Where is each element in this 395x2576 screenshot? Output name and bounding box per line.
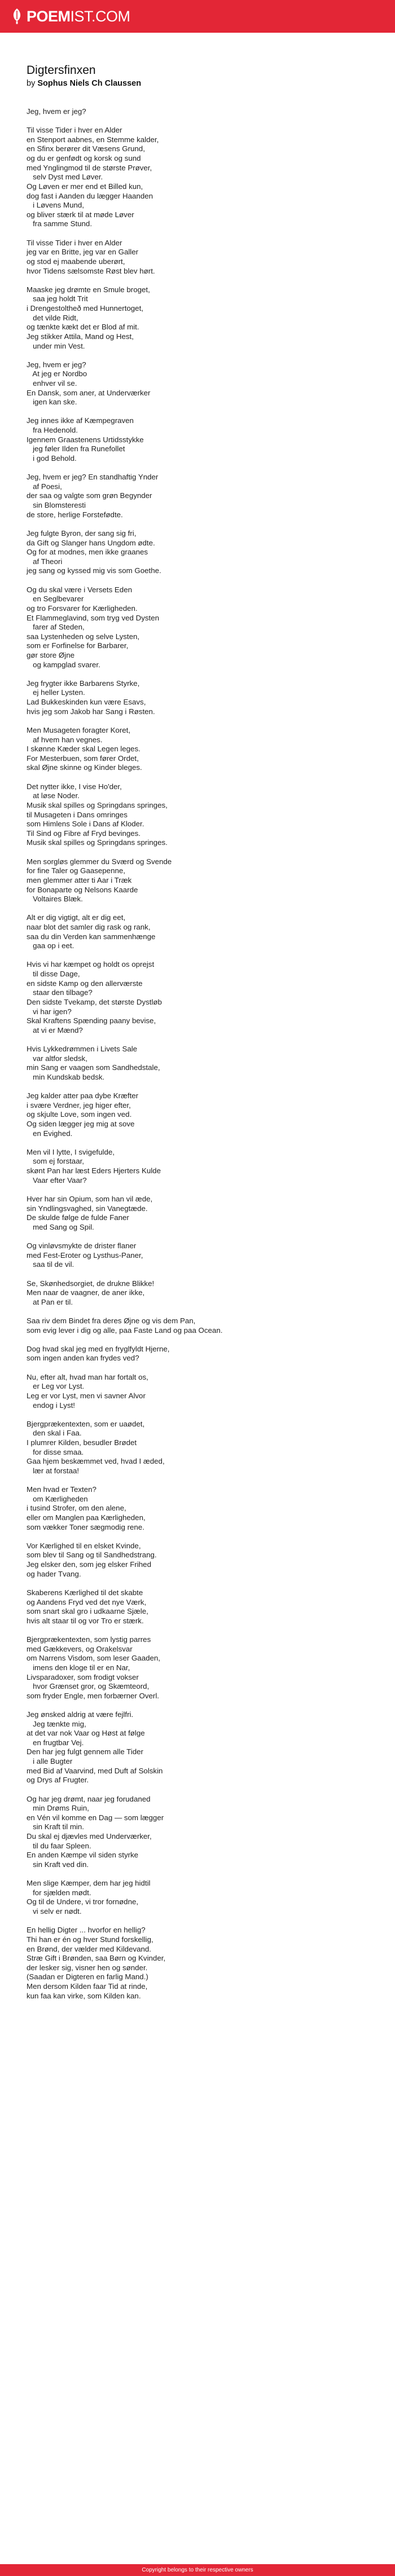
poem-line: saa Lystenheden og selve Lysten,	[27, 632, 140, 641]
poem-line: gaa op i eet.	[27, 941, 74, 950]
poem-line: Livsparadoxer, som frodigt vokser	[27, 1672, 139, 1681]
poem-line: som er Forfinelse for Barbarer,	[27, 641, 129, 650]
poem-line: der lesker sig, visner hen og sønder.	[27, 1963, 148, 1972]
poem-line: Skal Kraftens Spænding paany bevise,	[27, 1016, 156, 1025]
copyright-notice: Copyright belongs to their respective owners	[142, 2567, 253, 2573]
poem-line: For Mesterbuen, som fører Ordet,	[27, 754, 139, 763]
poem-line: som ingen anden kan frydes ved?	[27, 1354, 139, 1363]
poem-line: jeg sang og kyssed mig vis som Goethe.	[27, 566, 161, 575]
poem-line: om Kærligheden	[27, 1494, 88, 1503]
poem-line: i tusind Strofer, om den alene,	[27, 1504, 126, 1513]
poem-line: i god Behold.	[27, 453, 77, 463]
poem-line: til disse Dage,	[27, 970, 80, 979]
poem-line: en Vén vil komme en Dag — som lægger	[27, 1813, 164, 1822]
poem-line: som ej forstaar,	[27, 1157, 84, 1166]
poem-line: hvis alt staar til og vor Tro er stærk.	[27, 1616, 144, 1625]
poem-stanza	[27, 239, 368, 276]
poem-line: under min Vest.	[27, 341, 85, 350]
poem-stanza	[27, 1045, 368, 1082]
poem-line: saa til de vil.	[27, 1260, 74, 1269]
poem-line: Du skal ej djævles med Underværker,	[27, 1832, 152, 1841]
poem-stanza	[27, 360, 368, 407]
poem-line: skønt Pan har læst Eders Hjerters Kulde	[27, 1166, 161, 1175]
site-logo[interactable]	[11, 8, 130, 25]
poem-line: En anden Kæmpe vil siden styrke	[27, 1851, 139, 1860]
poem-line: af Poesi,	[27, 482, 62, 491]
poem-line: Jeg stikker Attila, Mand og Hest,	[27, 332, 134, 341]
poem-line: igen kan ske.	[27, 398, 77, 407]
poem-line: men glemmer atter ti Aar i Træk	[27, 875, 132, 884]
poem-stanza	[27, 1373, 368, 1411]
poem-line: Voltaires Blæk.	[27, 895, 83, 904]
poem-line: eller om Manglen paa Kærligheden,	[27, 1513, 146, 1522]
poem-line: Den sidste Tvekamp, det største Dystløb	[27, 997, 162, 1006]
poem-line: enhver vil se.	[27, 379, 77, 387]
poem-line: Jeg frygter ikke Barbarens Styrke,	[27, 679, 140, 688]
poem-stanza	[27, 529, 368, 576]
poem-line: for fine Taler og Gaasepenne,	[27, 866, 125, 875]
poem-stanza	[27, 1345, 368, 1363]
poem-line: og tro Forsvarer for Kærligheden.	[27, 604, 138, 613]
poem-stanza	[27, 1588, 368, 1626]
poem-line: og bliver stærk til at møde Løver	[27, 210, 134, 219]
poem-stanza	[27, 1195, 368, 1232]
poem-line: I plumrer Kilden, besudler Brødet	[27, 1438, 137, 1447]
poem-line: fra samme Stund.	[27, 219, 93, 228]
poem-stanza	[27, 126, 368, 229]
poem-body	[27, 107, 368, 2001]
poem-line: staar den tilbage?	[27, 988, 93, 997]
poem-stanza	[27, 857, 368, 904]
poem-line: Til Sind og Fibre af Fryd bevinges.	[27, 829, 141, 838]
poem-stanza	[27, 285, 368, 351]
poem-stanza	[27, 782, 368, 848]
poem-line: sin Blomsteresti	[27, 501, 86, 510]
poem-line: Vor Kærlighed til en elsket Kvinde,	[27, 1541, 141, 1550]
poem-line: vi selv er nødt.	[27, 1907, 82, 1916]
poem-byline	[27, 79, 368, 88]
poem-line: til du faar Spleen.	[27, 1841, 91, 1850]
poem-stanza	[27, 107, 368, 117]
poem-stanza	[27, 726, 368, 773]
poem-stanza	[27, 679, 368, 717]
poem-line: som blev til Sang og til Sandhedstrang.	[27, 1551, 157, 1560]
poem-line: Jeg tænkte mig,	[27, 1719, 86, 1728]
poem-line: Nu, efter alt, hvad man har fortalt os,	[27, 1372, 148, 1381]
poem-stanza	[27, 1148, 368, 1186]
poem-line: Men dersom Kilden faar Tid at rinde,	[27, 1982, 148, 1991]
poem-stanza	[27, 1542, 368, 1579]
poem-line: Igennem Graastenens Urtidsstykke	[27, 435, 144, 444]
poem-line: lær at forstaa!	[27, 1466, 80, 1475]
poem-line: saa du din Verden kan sammenhænge	[27, 932, 156, 941]
poem-line: Jeg elsker den, som jeg elsker Frihed	[27, 1560, 151, 1569]
poem-line: naar blot det samler dig rask og rank,	[27, 922, 151, 931]
poem-line: Lad Bukkeskinden kun være Esavs,	[27, 698, 146, 707]
poem-stanza	[27, 1279, 368, 1307]
poem-line: som snart skal gro i udkaarne Sjæle,	[27, 1607, 148, 1616]
poem-line: I skønne Kæder skal Legen leges.	[27, 745, 141, 754]
poem-line: hvor Grænset gror, og Skæmteord,	[27, 1682, 150, 1691]
poem-line: Et Flammeglavind, som tryg ved Dysten	[27, 613, 159, 622]
poem-line: og kampglad svarer.	[27, 660, 100, 669]
poem-line: At jeg er Nordbo	[27, 369, 87, 378]
poem-line: kun faa kan virke, som Kilden kan.	[27, 1991, 141, 2000]
poem-line: og Drys af Frugter.	[27, 1776, 89, 1785]
poem-line: en sidste Kamp og den allerværste	[27, 979, 143, 988]
poem-line: om Narrens Visdom, som leser Gaaden,	[27, 1654, 160, 1663]
poem-line: Musik skal spilles og Springdans springes,	[27, 800, 168, 809]
poem-stanza	[27, 1091, 368, 1138]
poem-line: med Fest-Eroter og Lysthus-Paner,	[27, 1250, 143, 1260]
poem-line: skal Øjne skinne og Kinder bleges.	[27, 763, 142, 772]
poem-line: Det nytter ikke, I vise Ho'der,	[27, 782, 122, 791]
poem-line: Jeg, hvem er jeg?	[27, 107, 86, 116]
poem-line: i alle Bugter	[27, 1757, 73, 1766]
poem-line: med Gækkevers, og Orakelsvar	[27, 1644, 133, 1653]
poem-line: En hellig Digter ... hvorfor en hellig?	[27, 1926, 146, 1935]
poem-line: sin Yndlingsvaghed, sin Vanegtæde.	[27, 1204, 148, 1213]
poem-line: Alt er dig vigtigt, alt er dig eet,	[27, 913, 126, 922]
poem-line: Jeg kalder atter paa dybe Kræfter	[27, 1091, 139, 1100]
poem-line: for disse smaa.	[27, 1447, 84, 1456]
poem-line: Til visse Tider i hver en Alder	[27, 238, 122, 247]
poem-line: af Theori	[27, 557, 63, 566]
poem-line: Hver har sin Opium, som han vil æde,	[27, 1194, 153, 1203]
poem-line: saa jeg holdt Trit	[27, 294, 88, 303]
poem-line: i svære Verdner, jeg higer efter,	[27, 1100, 131, 1109]
poem-line: for sjælden mødt.	[27, 1888, 91, 1897]
poem-stanza	[27, 1879, 368, 1917]
poem-line: med Ynglingmod til de største Prøver,	[27, 163, 152, 172]
poem-line: og stod ej maabende uberørt,	[27, 257, 125, 266]
poem-line: en Seglbevarer	[27, 595, 84, 604]
poem-line: sin Kraft ved din.	[27, 1860, 89, 1869]
poem-line: som vækker Toner sægmodig rene.	[27, 1522, 144, 1531]
poem-line: med Sang og Spil.	[27, 1222, 94, 1231]
poem-line: Jeg fulgte Byron, der sang sig fri,	[27, 529, 137, 538]
poem-line: er Leg vor Lyst.	[27, 1382, 85, 1391]
poem-line: Saa riv dem Bindet fra deres Øjne og vis dem Pan,	[27, 1316, 196, 1325]
poem-line: Bjergprækentexten, som lystig parres	[27, 1635, 151, 1644]
poem-line: Men slige Kæmper, dem har jeg hidtil	[27, 1879, 151, 1888]
poem-line: som evig lever i dig og alle, paa Faste Land og paa Ocean.	[27, 1326, 223, 1335]
poem-line: var altfor sledsk,	[27, 1054, 87, 1063]
poem-line: den skal i Faa.	[27, 1429, 82, 1438]
poem-line: af hvem han vegnes.	[27, 735, 103, 744]
poem-stanza	[27, 1926, 368, 2001]
poem-line: at det var nok Vaar og Høst at følge	[27, 1729, 145, 1738]
poem-line: fra Hedenold.	[27, 426, 78, 435]
poem-line: Og Løven er mer end et Billed kun,	[27, 182, 143, 191]
poem-line: Men hvad er Texten?	[27, 1485, 96, 1494]
poem-line: og Aandens Fryd ved det nye Værk,	[27, 1597, 147, 1606]
poem-line: Og til de Undere, vi tror fornødne,	[27, 1897, 139, 1906]
poem-line: farer af Steden,	[27, 623, 85, 632]
poem-line: jeg føler Ilden fra Runefollet	[27, 444, 125, 453]
poem-line: Hvis vi har kæmpet og holdt os oprejst	[27, 960, 155, 969]
poem-line: en Evighed.	[27, 1129, 73, 1138]
poem-line: sin Kraft til min.	[27, 1822, 84, 1831]
poem-line: (Saadan er Digteren en farlig Mand.)	[27, 1972, 148, 1981]
poem-line: i Løvens Mund,	[27, 201, 84, 210]
poem-stanza	[27, 1241, 368, 1270]
poem-line: Leg er vor Lyst, men vi savner Alvor	[27, 1391, 146, 1400]
poem-line: Og for at modnes, men ikke graanes	[27, 548, 148, 557]
poem-line: En Dansk, som aner, at Underværker	[27, 388, 151, 397]
poem-line: og du er genfødt og korsk og sund	[27, 154, 141, 163]
poem-line: der saa og valgte som grøn Begynder	[27, 491, 152, 500]
poem-line: som Himlens Sole i Dans af Kloder.	[27, 820, 144, 829]
poem-line: Gaa hjem beskæmmet ved, hvad I æded,	[27, 1457, 165, 1466]
poem-line: Og siden lægger jeg mig at sove	[27, 1120, 135, 1128]
poem-line: en Stenport aabnes, en Stemme kalder,	[27, 135, 159, 144]
poem-stanza	[27, 1316, 368, 1335]
poem-line: at vi er Mænd?	[27, 1025, 83, 1034]
poem-line: Hvis Lykkedrømmen i Livets Sale	[27, 1045, 138, 1054]
poem-stanza	[27, 585, 368, 670]
poem-line: at løse Noder.	[27, 791, 80, 800]
poem-line: Men Musageten foragter Koret,	[27, 725, 131, 734]
poem-stanza	[27, 1710, 368, 1785]
poem-stanza	[27, 1420, 368, 1476]
poem-line: Skaberens Kærlighed til det skabte	[27, 1588, 143, 1597]
poem-line: og hader Tvang.	[27, 1569, 81, 1578]
poem-line: for Bonaparte og Nelsons Kaarde	[27, 885, 138, 894]
poem-line: da Gift og Slanger hans Ungdom ødte.	[27, 538, 155, 547]
poem-line: Vaar efter Vaar?	[27, 1175, 87, 1184]
poem-stanza	[27, 960, 368, 1035]
poem-line: en Sfinx berører dit Væsens Grund,	[27, 144, 145, 153]
poem-line: min Kundskab bedsk.	[27, 1072, 105, 1081]
poem-line: Musik skal spilles og Springdans springes.	[27, 838, 168, 847]
poem-line: en frugtbar Vej.	[27, 1738, 84, 1747]
poem-line: Jeg, hvem er jeg?	[27, 360, 86, 369]
poem-line: med Bid af Vaarvind, med Duft af Solskin	[27, 1766, 163, 1775]
poem-stanza	[27, 1485, 368, 1532]
site-logo-text: POEMIST.COM	[27, 7, 130, 25]
poem-line: selv Dyst med Løver.	[27, 173, 103, 182]
poem-line: Og har jeg drømt, naar jeg forudaned	[27, 1794, 151, 1803]
poem-line: endog i Lyst!	[27, 1401, 75, 1410]
poem-line: Jeg ønsked aldrig at være fejlfri.	[27, 1710, 134, 1719]
poem-line: imens den kloge til er en Nar,	[27, 1663, 130, 1672]
poem-line: Og du skal være i Versets Eden	[27, 585, 132, 594]
poem-line: Til visse Tider i hver en Alder	[27, 126, 122, 135]
poem-stanza	[27, 473, 368, 519]
site-header	[0, 0, 395, 33]
poem-line: Thi han er én og hver Stund forskellig,	[27, 1935, 153, 1944]
poem-line: de store, herlige Forstefødte.	[27, 510, 123, 519]
poem-line: ej heller Lysten.	[27, 688, 85, 697]
poem-line: hvor Tidens sælsomste Røst blev hørt.	[27, 266, 155, 275]
poem-line: hvis jeg som Jakob har Sang i Røsten.	[27, 707, 155, 716]
poem-line: til Musageten i Dans omringes	[27, 810, 128, 819]
poem-line: i Drengestoltheð med Hunnertoget,	[27, 304, 143, 313]
poem-line: min Sang er vaagen som Sandhedstale,	[27, 1063, 160, 1072]
poem-line: Bjergprækentexten, som er uaødet,	[27, 1419, 145, 1428]
poem-stanza	[27, 416, 368, 463]
poem-line: vi har igen?	[27, 1007, 72, 1016]
poem-stanza	[27, 1635, 368, 1701]
poem-line: Den har jeg fulgt gennem alle Tider	[27, 1747, 143, 1756]
poem-line: Og vinløvsmykte de drister flaner	[27, 1241, 137, 1250]
poem-line: at Pan er til.	[27, 1297, 73, 1306]
poem-line: en Brønd, der vælder med Kildevand.	[27, 1944, 151, 1953]
poem-title: Digtersfinxen	[27, 64, 96, 77]
poem-line: min Drøms Ruin,	[27, 1804, 89, 1813]
poem-line: Dog hvad skal jeg med en fryglfyldt Hjerne,	[27, 1344, 170, 1353]
poem-content	[0, 33, 395, 2001]
poem-line: Jeg, hvem er jeg? En standhaftig Ynder	[27, 473, 159, 482]
poem-line: De skulde følge de fulde Faner	[27, 1213, 129, 1222]
poem-line: Men sorgløs glemmer du Sværd og Svende	[27, 857, 172, 866]
quill-pen-icon	[11, 8, 23, 25]
poem-line: Men vil I lytte, I svigefulde,	[27, 1147, 115, 1156]
poem-line: Maaske jeg drømte en Smule broget,	[27, 285, 150, 294]
poem-author[interactable]: Sophus Niels Ch Claussen	[37, 79, 142, 88]
poem-line: det vilde Ridt,	[27, 313, 78, 322]
poem-line: og skjulte Love, som ingen ved.	[27, 1110, 132, 1119]
byline-prefix: by	[27, 79, 36, 88]
poem-line: jeg var en Britte, jeg var en Galler	[27, 248, 139, 257]
poem-stanza	[27, 1795, 368, 1870]
poem-line: og tænkte kækt det er Blod af mit.	[27, 323, 139, 332]
poem-line: dog fast i Aanden du lægger Haanden	[27, 191, 153, 200]
poem-stanza	[27, 913, 368, 951]
poem-line: gør store Øjne	[27, 651, 74, 659]
poem-line: Jeg innes ikke af Kæmpegraven	[27, 416, 134, 425]
poem-line: Stræ Gift i Brønden, saa Børn og Kvinder,	[27, 1954, 166, 1963]
poem-line: Men naar de vaagner, de aner ikke,	[27, 1288, 145, 1297]
poem-line: Se, Skønhedsorgiet, de drukne Blikke!	[27, 1279, 155, 1288]
poem-line: som fryder Engle, men forbærner Overl.	[27, 1691, 159, 1700]
site-footer	[0, 2564, 395, 2576]
